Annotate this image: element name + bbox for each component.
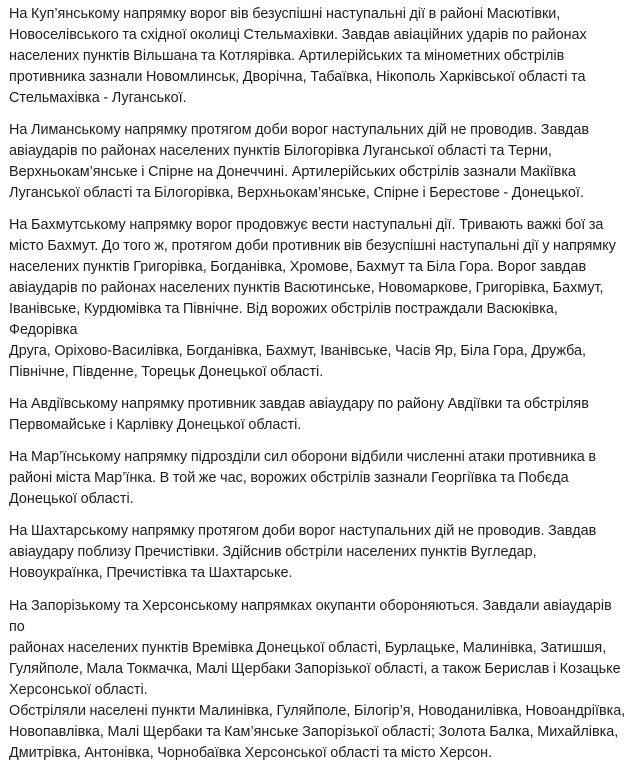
paragraph-zaporizhzhia-kherson: На Запорізькому та Херсонському напрямках окупанти обороняються. Завдали авіаударів по районах населених пунктів Времівка Донецької області, Бурлацьке, Малинівка, Затишшя, Гуляйполе, Мала Токмачка, Малі Щербаки Запорізької області, а також Берислав і Козацьке Херсонської області. Обстріляли населені пункти Малинівка, Гуляйполе, Білогір’я, Новоданилівка, Новоандріївка, Новопавлівка, Малі Щербаки та Кам’янське Запорізької області; Золота Балка, Михайлівка, Дмитрівка, Антонівка, Чорнобаївка Херсонської області та місто Херсон. bbox=[9, 598, 626, 761]
paragraph-marinka: На Мар’їнському напрямку підрозділи сил оборони відбили численні атаки противника в районі міста Мар’їнка. В той же час, ворожих обстрілів зазнали Георгіївка та Побєда Донецької області. bbox=[9, 449, 597, 507]
paragraph-avdiivka: На Авдіївському напрямку противник завдав авіаудару по району Авдіївки та обстріляв Первомайське і Карлівку Донецької області. bbox=[9, 396, 589, 433]
paragraph-kupiansk: На Куп’янському напрямку ворог вів безуспішні наступальні дії в районі Масютівки, Новоселівського та східної околиці Стельмахівки. Завдав авіаційних ударів по районах населених пунктів Вільшана та Котлярівка. Артилерійських та мінометних обстрілів противника зазнали Новомлинськ, Дворічна, Табаївка, Нікополь Харківської області та Стельмахівка - Луганської. bbox=[9, 6, 587, 106]
paragraph-bakhmut: На Бахмутському напрямку ворог продовжує вести наступальні дії. Тривають важкі бої за місто Бахмут. До того ж, протягом доби противник вів безуспішні наступальні дії у напрямку населених пунктів Григорівка, Богданівка, Хромове, Бахмут та Біла Гора. Ворог завдав авіаударів по районах населених пунктів Васютинське, Новомаркове, Григорівка, Бахмут, Іванівське, Курдюмівка та Північне. Від ворожих обстрілів постраждали Васюківка, Федорівка Друга, Оріхово-Василівка, Богданівка, Бахмут, Іванівське, Часів Яр, Біла Гора, Дружба, Північне, Південне, Торецьк Донецької області. bbox=[9, 217, 616, 380]
paragraph-lyman: На Лиманському напрямку протягом доби ворог наступальних дій не проводив. Завдав авіаударів по районах населених пунктів Білогорівка Луганської області та Терни, Верхньокам’янське і Спірне на Донеччині. Артилерійських обстрілів зазнали Макіївка Луганської області та Білогорівка, Верхньокам’янське, Спірне і Берестове - Донецької. bbox=[9, 122, 589, 201]
paragraph-shakhtarsk: На Шахтарському напрямку протягом доби ворог наступальних дій не проводив. Завдав авіаудару поблизу Пречистівки. Здійснив обстріли населених пунктів Вугледар, Новоукраїнка, Пречистівка та Шахтарське. bbox=[9, 523, 597, 581]
